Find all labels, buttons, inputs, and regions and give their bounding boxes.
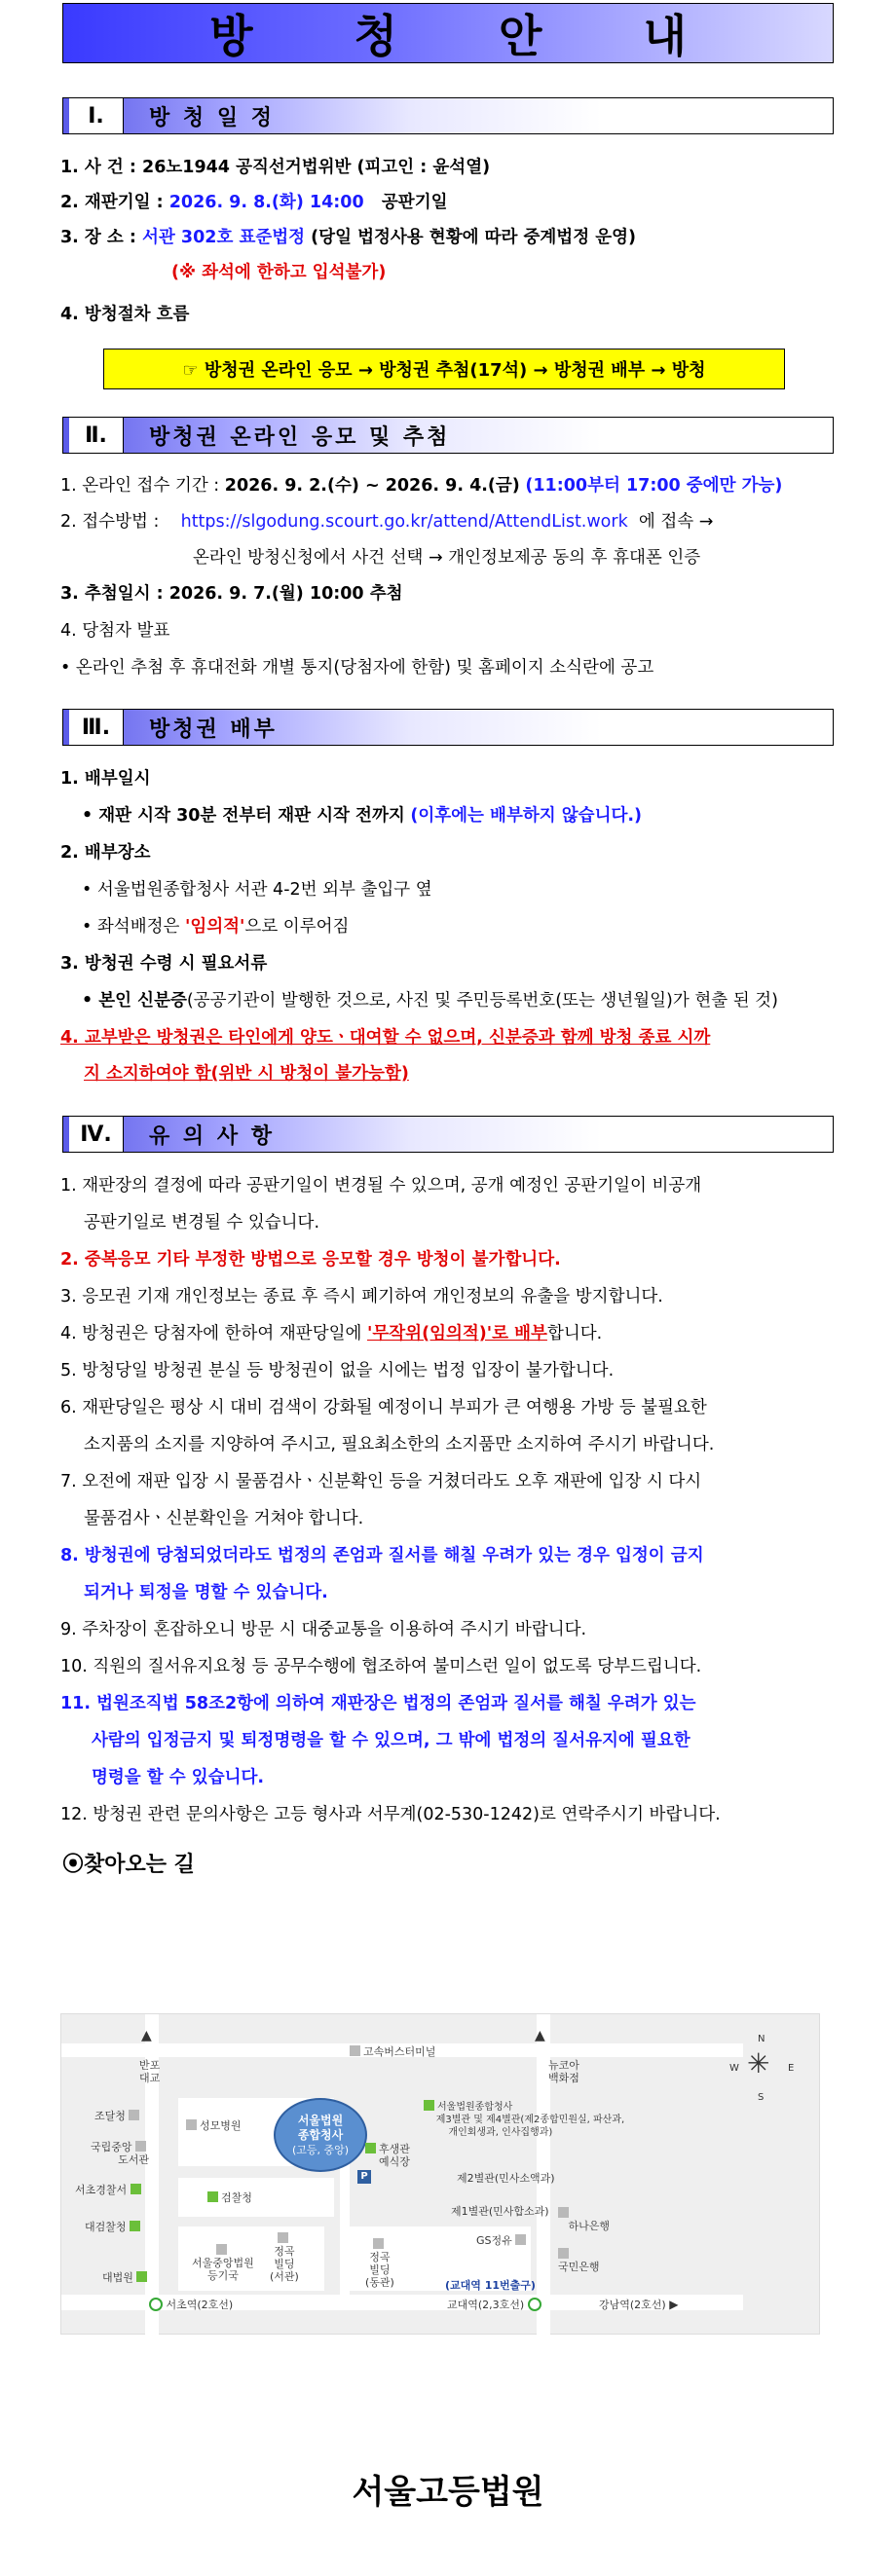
subway-station-icon xyxy=(149,2298,163,2311)
documents-item: • 본인 신분증(공공기관이 발행한 것으로, 사진 및 주민등록번호(또는 생년월일)가 현출 된 것) xyxy=(82,991,778,1011)
map-jeongok-east: 정곡 빌딩 (동관) xyxy=(365,2238,394,2289)
north-arrow-icon: ▲ xyxy=(535,2028,545,2043)
seat-assign-item: • 좌석배정은 '임의적'으로 이루어짐 xyxy=(82,917,350,937)
building-icon xyxy=(350,2045,360,2056)
note-12: 12. 방청권 관련 문의사항은 고등 형사과 서무계(02-530-1242)로 연락주시기 바랍니다. xyxy=(60,1805,721,1824)
map-block xyxy=(178,2178,334,2217)
note-8a: 8. 방청권에 당첨되었더라도 법정의 존엄과 질서를 해칠 우려가 있는 경우 입정이 금지 xyxy=(60,1546,704,1565)
map-newcore: 뉴코아 백화점 xyxy=(548,2059,579,2084)
section-title: 유 의 사 항 xyxy=(149,1123,275,1149)
section-number: Ⅰ. xyxy=(69,98,124,133)
flow-label: 4. 방청절차 흐름 xyxy=(60,305,190,324)
note-1a: 1. 재판장의 결정에 따라 공판기일이 변경될 수 있으며, 공개 예정인 공판기일이 비공개 xyxy=(60,1176,702,1196)
compass-south: S xyxy=(758,2092,765,2103)
section-3-header xyxy=(62,709,834,746)
note-11a: 11. 법원조직법 58조2항에 의하여 재판장은 법정의 존엄과 질서를 해칠 우려가 있는 xyxy=(60,1694,696,1713)
subway-station-icon xyxy=(528,2298,541,2311)
map-exit-label: (교대역 11번출구) xyxy=(445,2279,536,2292)
map-annex-2: 제2별관(민사소액과) xyxy=(457,2172,555,2185)
map-welfare: 후생관 예식장 xyxy=(365,2143,410,2168)
right-arrow-icon: ▶ xyxy=(669,2298,679,2311)
section-number: Ⅳ. xyxy=(69,1117,124,1152)
map-court-marker: 서울법원 종합청사 (고등, 중앙) xyxy=(274,2098,367,2172)
north-arrow-icon: ▲ xyxy=(141,2028,152,2043)
footer-court-name: 서울고등법원 xyxy=(352,2473,544,2512)
dist-time-heading: 1. 배부일시 xyxy=(60,769,151,789)
warning-line-1: 4. 교부받은 방청권은 타인에게 양도ㆍ대여할 수 없으며, 신분증과 함께 방청 종료 시까 xyxy=(60,1028,711,1048)
title-banner xyxy=(62,3,834,63)
map-bus-terminal: 고속버스터미널 xyxy=(350,2043,435,2059)
note-11c: 명령을 할 수 있습니다. xyxy=(92,1768,265,1787)
section-title: 방청권 온라인 응모 및 추첨 xyxy=(149,424,451,450)
dist-time-item: • 재판 시작 30분 전부터 재판 시작 전까지 (이후에는 배부하지 않습니다.) xyxy=(82,806,643,826)
announce-line: 4. 당첨자 발표 xyxy=(60,621,170,641)
note-7b: 물품검사ㆍ신분확인을 거쳐야 합니다. xyxy=(84,1509,364,1528)
draw-date-line: 3. 추첨일시 : 2026. 9. 7.(월) 10:00 추첨 xyxy=(60,584,403,604)
note-2: 2. 중복응모 기타 부정한 방법으로 응모할 경우 방청이 불가합니다. xyxy=(60,1250,561,1270)
case-line: 1. 사 건 : 26노1944 공직선거법위반 (피고인 : 윤석열) xyxy=(60,158,491,177)
section-title: 방청권 배부 xyxy=(149,717,278,742)
map-registry: 서울중앙법원 등기국 xyxy=(192,2244,254,2282)
note-3: 3. 응모권 기재 개인정보는 종료 후 즉시 폐기하여 개인정보의 유출을 방지합니다. xyxy=(60,1287,663,1306)
place-line: 3. 장 소 : 서관 302호 표준법정 (당일 법정사용 현황에 따라 중계법정 운영) xyxy=(60,228,637,247)
map-banpo: 반포 대교 xyxy=(139,2059,161,2084)
directions-heading: ⦿찾아오는 길 xyxy=(62,1853,195,1877)
note-6b: 소지품의 소지를 지양하여 주시고, 필요최소한의 소지품만 소지하여 주시기 바랍니다. xyxy=(84,1435,715,1454)
map-seongmo: 성모병원 xyxy=(186,2117,242,2133)
compass-west: W xyxy=(729,2063,739,2074)
section-2-header xyxy=(62,417,834,454)
compass-rose-icon: ✳ xyxy=(747,2047,770,2079)
map-gangnam-station: 강남역(2호선) ▶ xyxy=(599,2298,679,2311)
compass-east: E xyxy=(788,2063,795,2074)
map-jeongok-west: 정곡 빌딩 (서관) xyxy=(270,2232,299,2283)
map-prosecutors: 검찰청 xyxy=(207,2190,252,2205)
date-line: 2. 재판기일 : 2026. 9. 8.(화) 14:00 공판기일 xyxy=(60,193,448,212)
note-7a: 7. 오전에 재판 입장 시 물품검사ㆍ신분확인 등을 거쳤더라도 오후 재판에 입장 시 다시 xyxy=(60,1472,702,1491)
map-gyodae-station: 교대역(2,3호선) xyxy=(447,2297,541,2312)
section-title: 방 청 일 정 xyxy=(149,105,275,130)
procedure-flow-box: ☞ 방청권 온라인 응모 → 방청권 추첨(17석) → 방청권 배부 → 방청 xyxy=(103,349,785,389)
compass-north: N xyxy=(758,2034,765,2044)
map-gs: GS정유 xyxy=(476,2232,529,2248)
announce-detail: • 온라인 추첨 후 휴대전화 개별 통지(당첨자에 한함) 및 홈페이지 소식란에 공고 xyxy=(60,658,654,678)
map-library: 국립중앙 도서관 xyxy=(91,2141,150,2166)
location-map xyxy=(60,2013,820,2335)
map-kookmin: 국민은행 xyxy=(558,2248,600,2273)
dist-place-heading: 2. 배부장소 xyxy=(60,843,151,863)
section-4-header xyxy=(62,1116,834,1153)
map-jodal: 조달청 xyxy=(94,2108,142,2123)
note-8b: 되거나 퇴정을 명할 수 있습니다. xyxy=(84,1583,328,1602)
note-1b: 공판기일로 변경될 수 있습니다. xyxy=(84,1213,320,1233)
map-hana: 하나은행 xyxy=(558,2207,610,2232)
note-6a: 6. 재판당일은 평상 시 대비 검색이 강화될 예정이니 부피가 큰 여행용 가방 등 불필요한 xyxy=(60,1398,707,1417)
map-police: 서초경찰서 xyxy=(75,2182,144,2197)
documents-heading: 3. 방청권 수령 시 필요서류 xyxy=(60,954,268,974)
note-4: 4. 방청권은 당첨자에 한하여 재판당일에 '무작위(임의적)'로 배부합니다. xyxy=(60,1324,603,1343)
section-number: Ⅱ. xyxy=(69,418,124,453)
note-9: 9. 주차장이 혼잡하오니 방문 시 대중교통을 이용하여 주시기 바랍니다. xyxy=(60,1620,587,1639)
map-annex-1: 제1별관(민사합소과) xyxy=(451,2205,549,2218)
note-5: 5. 방청당일 방청권 분실 등 방청권이 없을 시에는 법정 입장이 불가합니다. xyxy=(60,1361,615,1380)
place-note: (※ 좌석에 한하고 입석불가) xyxy=(171,263,387,282)
map-annex-3-4: 서울법원종합청사 제3별관 및 제4별관(제2종합민원실, 파산과, 개인회생과, 인사집행과) xyxy=(424,2100,624,2139)
note-10: 10. 직원의 질서유지요청 등 공무수행에 협조하여 불미스런 일이 없도록 당부드립니다. xyxy=(60,1657,702,1676)
warning-line-2: 지 소지하여야 함(위반 시 방청이 불가능함) xyxy=(84,1064,409,1084)
apply-link[interactable]: https://slgodung.scourt.go.kr/attend/AttendList.work xyxy=(180,512,628,532)
map-supreme-court: 대법원 xyxy=(102,2269,150,2285)
section-number: Ⅲ. xyxy=(69,710,124,745)
parking-icon: P xyxy=(357,2170,371,2184)
method-line: 2. 접수방법 : https://slgodung.scourt.go.kr/attend/AttendList.work 에 접속 → xyxy=(60,512,714,532)
method-subline: 온라인 방청신청에서 사건 선택 → 개인정보제공 동의 후 휴대폰 인증 xyxy=(193,548,701,568)
page-title: 방 청 안 내 xyxy=(209,10,729,62)
map-seocho-station: 서초역(2호선) xyxy=(149,2297,233,2312)
section-1-header xyxy=(62,97,834,134)
online-period-line: 1. 온라인 접수 기간 : 2026. 9. 2.(수) ~ 2026. 9. 4.(금) (11:00부터 17:00 중에만 가능) xyxy=(60,476,783,496)
dist-place-item: • 서울법원종합청사 서관 4-2번 외부 출입구 옆 xyxy=(82,880,432,900)
map-supreme-prosecutors: 대검찰청 xyxy=(85,2219,143,2234)
note-11b: 사람의 입정금지 및 퇴정명령을 할 수 있으며, 그 밖에 법정의 질서유지에 필요한 xyxy=(92,1731,691,1750)
